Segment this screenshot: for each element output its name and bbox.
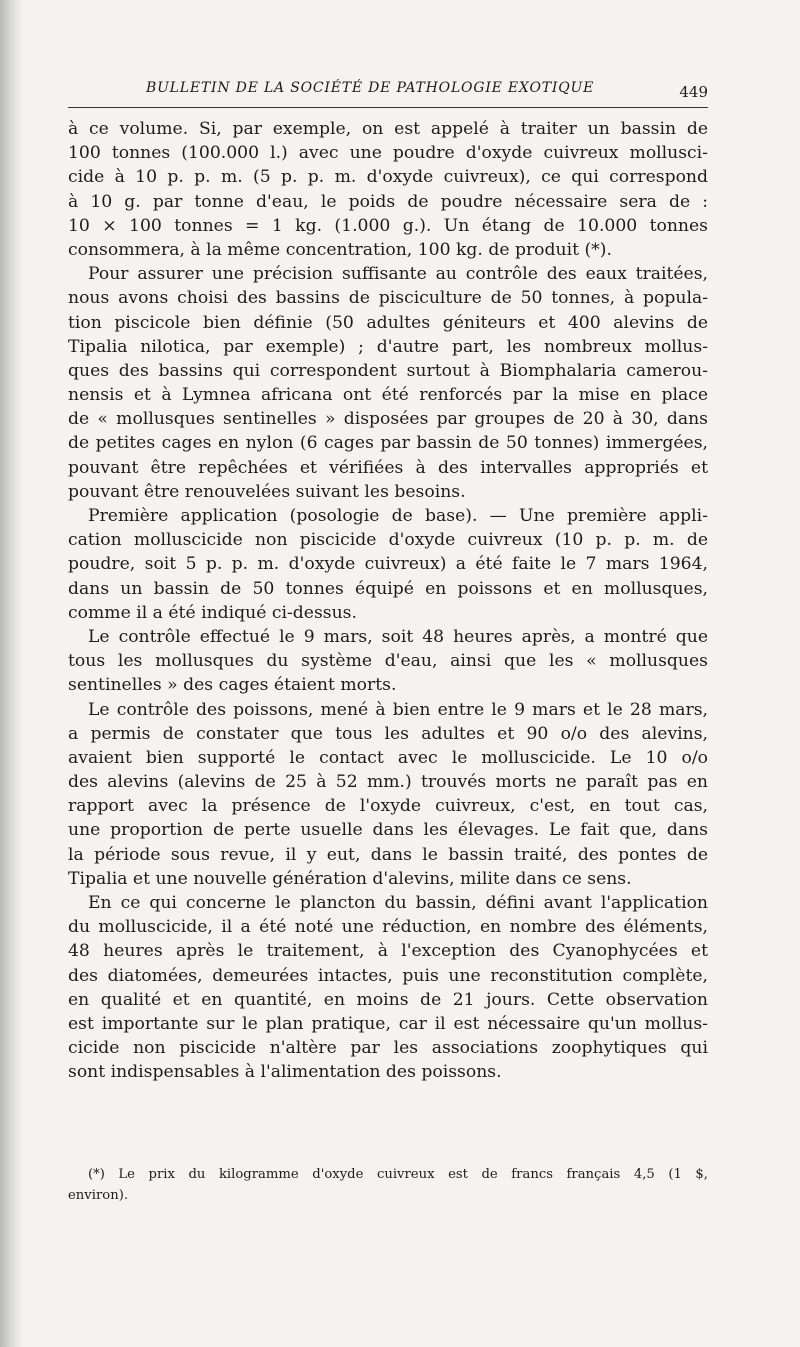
text-line: de « mollusques sentinelles » disposées par groupes de 20 à 30, dans [68,409,708,430]
text-line: comme il a été indiqué ci-dessus. [68,602,357,623]
text-line: pouvant être repêchées et vérifiées à des intervalles appropriés et [68,457,708,478]
footnote [68,1164,708,1206]
text-line: rapport avec la présence de l'oxyde cuivreux, c'est, en tout cas, [68,796,708,817]
text-line: 100 tonnes (100.000 l.) avec une poudre d'oxyde cuivreux mollusci- [68,143,708,164]
page-number: 449 [679,83,708,101]
text-line: la période sous revue, il y eut, dans le bassin traité, des pontes de [68,844,708,865]
footnote-line: (*) Le prix du kilogramme d'oxyde cuivreux est de francs français 4,5 (1 $, [88,1167,708,1182]
text-line: Tipalia et une nouvelle génération d'alevins, milite dans ce sens. [68,868,632,889]
text-line: Pour assurer une précision suffisante au contrôle des eaux traitées, [88,264,708,285]
text-line: poudre, soit 5 p. p. m. d'oxyde cuivreux) a été faite le 7 mars 1964, [68,554,708,575]
text-line: cicide non piscicide n'altère par les associations zoophytiques qui [68,1038,708,1059]
text-line: cation molluscicide non piscicide d'oxyde cuivreux (10 p. p. m. de [68,530,708,551]
text-line: 10 × 100 tonnes = 1 kg. (1.000 g.). Un étang de 10.000 tonnes [68,215,708,236]
text-line: une proportion de perte usuelle dans les élevages. Le fait que, dans [68,820,708,841]
text-line: du molluscicide, il a été noté une réduction, en nombre des éléments, [68,917,708,938]
text-line: tous les mollusques du système d'eau, ainsi que les « mollusques [68,651,708,672]
text-line: consommera, à la même concentration, 100 kg. de produit (*). [68,239,612,260]
text-line: sentinelles » des cages étaient morts. [68,675,397,696]
text-line: nous avons choisi des bassins de pisciculture de 50 tonnes, à popula- [68,288,708,309]
paragraph [68,117,708,262]
text-line: des diatomées, demeurées intactes, puis une reconstitution complète, [68,965,708,986]
footnote-line: environ). [68,1188,129,1203]
text-line: En ce qui concerne le plancton du bassin, défini avant l'application [88,893,708,913]
text-line: a permis de constater que tous les adultes et 90 o/o des alevins, [68,723,708,744]
text-line: Première application (posologie de base). — Une première appli- [88,506,708,526]
body-text [68,117,708,1085]
text-line: pouvant être renouvelées suivant les besoins. [68,481,466,502]
text-line: à ce volume. Si, par exemple, on est appelé à traiter un bassin de [68,119,708,139]
text-line: sont indispensables à l'alimentation des poissons. [68,1062,502,1083]
text-line: avaient bien supporté le contact avec le molluscicide. Le 10 o/o [68,747,708,768]
journal-title: BULLETIN DE LA SOCIÉTÉ DE PATHOLOGIE EXOTIQUE [146,80,595,96]
text-line: de petites cages en nylon (6 cages par bassin de 50 tonnes) immergées, [68,433,708,454]
text-line: est importante sur le plan pratique, car il est nécessaire qu'un mollus- [68,1013,708,1034]
text-line: cide à 10 p. p. m. (5 p. p. m. d'oxyde cuivreux), ce qui correspond [68,167,708,188]
paragraph [68,625,708,698]
text-line: 48 heures après le traitement, à l'exception des Cyanophycées et [68,941,708,962]
paragraph [68,262,708,504]
text-line: Le contrôle effectué le 9 mars, soit 48 heures après, a montré que [88,626,708,647]
text-line: des alevins (alevins de 25 à 52 mm.) trouvés morts ne paraît pas en [68,772,708,793]
text-line: en qualité et en quantité, en moins de 21 jours. Cette observation [68,989,708,1010]
paragraph [68,891,708,1085]
text-line: nensis et à Lymnea africana ont été renforcés par la mise en place [68,385,708,406]
text-line: tion piscicole bien définie (50 adultes géniteurs et 400 alevins de [68,312,708,333]
text-line: ques des bassins qui correspondent surtout à Biomphalaria camerou- [68,360,708,381]
paragraph [68,698,708,892]
paragraph [68,504,708,625]
header-rule [68,107,708,108]
running-header [68,80,708,106]
text-line: Tipalia nilotica, par exemple) ; d'autre part, les nombreux mollus- [68,336,708,357]
text-line: Le contrôle des poissons, mené à bien entre le 9 mars et le 28 mars, [88,699,708,720]
text-line: dans un bassin de 50 tonnes équipé en poissons et en mollusques, [68,578,708,599]
text-line: à 10 g. par tonne d'eau, le poids de poudre nécessaire sera de : [68,191,708,212]
page-binding-edge [0,0,22,1347]
